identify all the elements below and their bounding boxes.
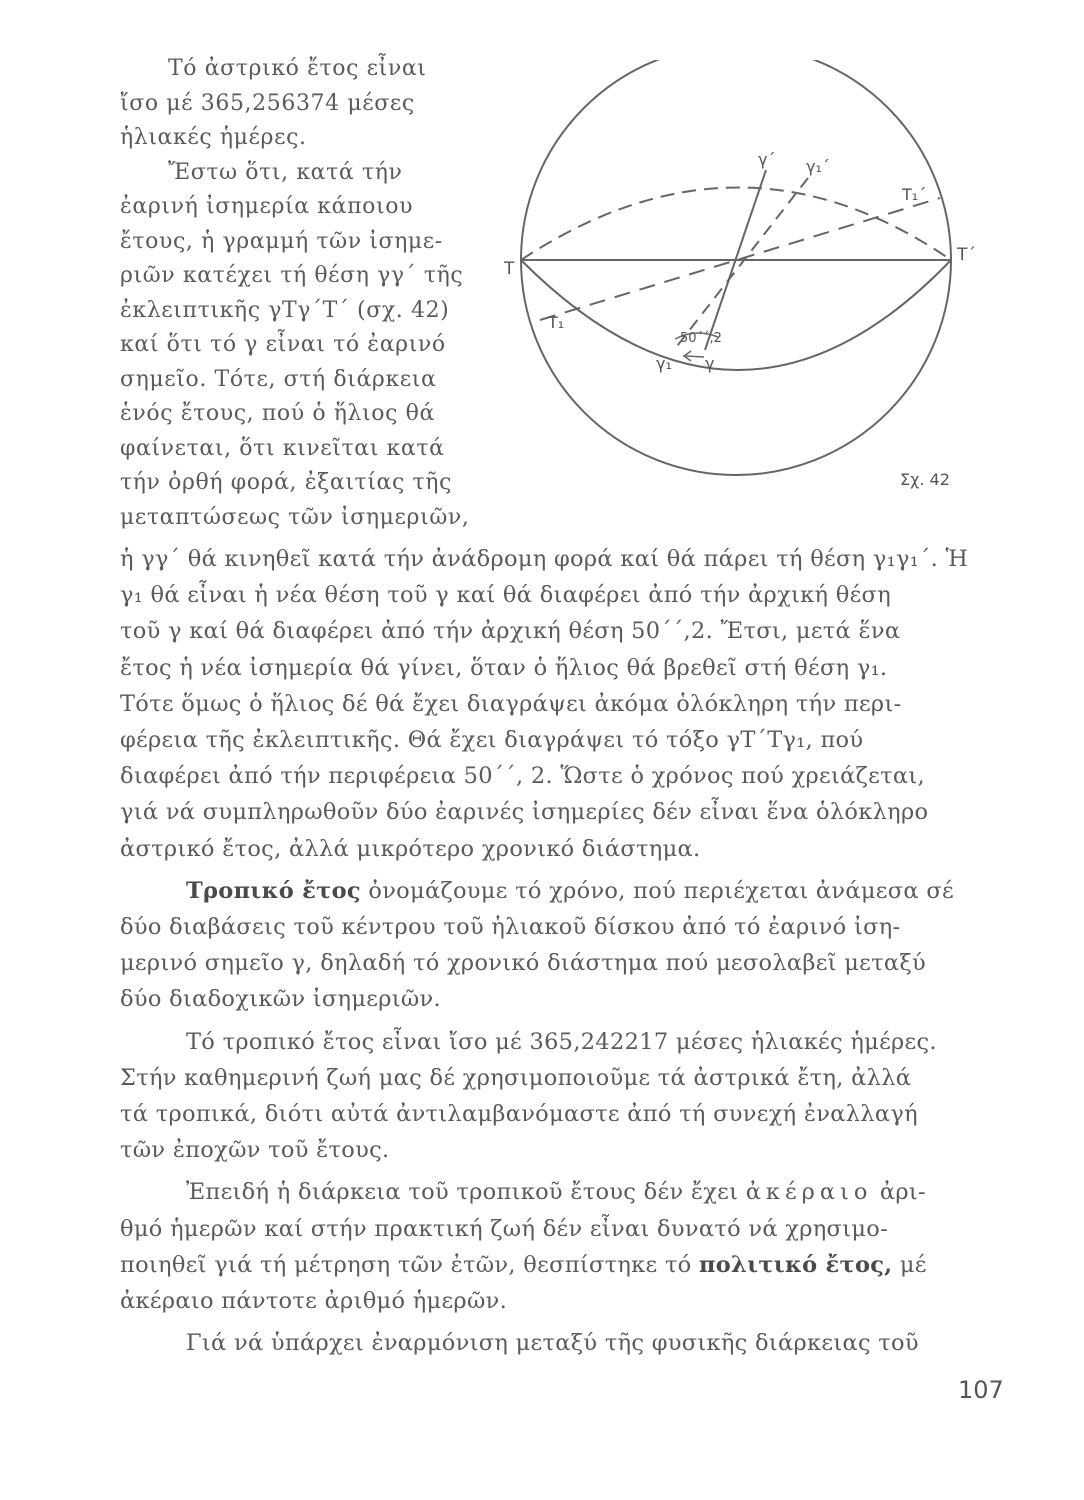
body-line: γιά νά συμπληρωθοῦν δύο ἐαρινές ἰσημερίες δέν εἶναι ἕνα ὁλόκληρο bbox=[120, 799, 929, 826]
body-line: ἔτος ἡ νέα ἰσημερία θά γίνει, ὅταν ὁ ἥλιος θά βρεθεῖ στή θέση γ₁. bbox=[120, 654, 888, 681]
label-gamma: γ bbox=[705, 354, 715, 373]
precessed-equinox-line bbox=[674, 178, 808, 350]
column-line: ἴσο μέ 365,256374 μέσες bbox=[120, 90, 415, 116]
body-line: ἡ γγ΄ θά κινηθεῖ κατά τήν ἀνάδρομη φορά καί θά πάρει τή θέση γ₁γ₁΄. Ἡ bbox=[120, 546, 969, 572]
figure-caption: Σχ. 42 bbox=[900, 470, 950, 489]
column-line: ἑνός ἔτους, πού ὁ ἥλιος θά bbox=[120, 401, 435, 426]
label-T-prime: T΄ bbox=[957, 245, 976, 265]
label-gamma-prime: γ΄ bbox=[758, 150, 776, 169]
body-line: Τό τροπικό ἔτος εἶναι ἴσο μέ 365,242217 μέσες ἡλιακές ἡμέρες. bbox=[186, 1028, 937, 1055]
label-T1: T₁ bbox=[548, 313, 565, 332]
intro-column bbox=[120, 52, 498, 535]
body-line: τοῦ γ καί θά διαφέρει ἀπό τήν ἀρχική θέση 50΄΄,2. Ἔτσι, μετά ἕνα bbox=[120, 618, 901, 645]
body-line: Τότε ὅμως ὁ ἥλιος δέ θά ἔχει διαγράψει ἀκόμα ὁλόκληρη τήν περι- bbox=[120, 690, 902, 717]
label-gamma1-prime: γ₁΄ bbox=[806, 157, 830, 176]
body-text bbox=[120, 542, 1000, 1360]
body-line: ἀκέραιο πάντοτε ἀριθμό ἡμερῶν. bbox=[120, 1288, 508, 1315]
column-line: φαίνεται, ὅτι κινεῖται κατά bbox=[120, 435, 445, 461]
column-line: σημεῖο. Τότε, στή διάρκεια bbox=[120, 366, 437, 392]
body-line: φέρεια τῆς ἐκλειπτικῆς. Θά ἔχει διαγράψει τό τόξο γΤ΄Τγ₁, πού bbox=[120, 727, 864, 754]
body-line: ἀστρικό ἔτος, ἀλλά μικρότερο χρονικό διάστημα. bbox=[120, 835, 701, 862]
body-line: δύο διαβάσεις τοῦ κέντρου τοῦ ἡλιακοῦ δίσκου ἀπό τό ἐαρινό ἰση- bbox=[120, 914, 901, 941]
column-line: ἔτους, ἡ γραμμή τῶν ἰσημε- bbox=[120, 228, 443, 254]
tropical-line-rest: ὀνομάζουμε τό χρόνο, πού περιέχεται ἀνάμεσα σέ bbox=[360, 877, 954, 904]
tropical-year-term: Τροπικό ἔτος bbox=[186, 877, 361, 904]
figure-svg bbox=[490, 60, 1010, 530]
column-line: καί ὅτι τό γ εἶναι τό ἐαρινό bbox=[120, 332, 446, 357]
body-line: τά τροπικά, διότι αὐτά ἀντιλαμβανόμαστε ἀπό τή συνεχή ἐναλλαγή bbox=[120, 1101, 918, 1128]
civil-line3-start: ποιηθεῖ γιά τή μέτρηση τῶν ἐτῶν, θεσπίστηκε τό bbox=[120, 1251, 699, 1278]
label-gamma1: γ₁ bbox=[656, 354, 672, 373]
column-line: ἡλιακές ἡμέρες. bbox=[120, 125, 307, 150]
column-line: τήν ὀρθή φορά, ἐξαιτίας τῆς bbox=[120, 470, 452, 495]
column-line: Τό ἀστρικό ἔτος εἶναι bbox=[168, 56, 427, 81]
civil-line-end: ἀρι- bbox=[872, 1179, 926, 1206]
celestial-sphere-figure bbox=[490, 60, 1010, 530]
body-line: γ₁ θά εἶναι ἡ νέα θέση τοῦ γ καί θά διαφέρει ἀπό τήν ἀρχική θέση bbox=[120, 582, 891, 609]
page-number: 107 bbox=[958, 1376, 1004, 1404]
body-line: Γιά νά ὑπάρχει ἐναρμόνιση μεταξύ τῆς φυσικῆς διάρκειας τοῦ bbox=[186, 1330, 919, 1357]
label-T: T bbox=[504, 259, 515, 279]
body-line: μερινό σημεῖο γ, δηλαδή τό χρονικό διάστημα πού μεσολαβεῖ μεταξύ bbox=[120, 950, 927, 977]
column-line: μεταπτώσεως τῶν ἰσημεριῶν, bbox=[120, 504, 470, 530]
spaced-word: ἀκέραιο bbox=[745, 1179, 873, 1206]
civil-line3-end: μέ bbox=[892, 1251, 927, 1278]
ecliptic-front-arc bbox=[521, 260, 951, 370]
ecliptic-back-arc bbox=[521, 188, 951, 261]
column-line: ριῶν κατέχει τή θέση γγ΄ τῆς bbox=[120, 263, 464, 288]
civil-year-term: πολιτικό ἔτος, bbox=[698, 1251, 893, 1278]
label-T1-prime: T₁΄ bbox=[902, 185, 927, 204]
column-line: ἐαρινή ἰσημερία κάποιου bbox=[120, 194, 414, 219]
body-line: δύο διαδοχικῶν ἰσημεριῶν. bbox=[120, 986, 441, 1013]
civil-year-paragraph bbox=[120, 1175, 1000, 1209]
body-line: Στήν καθημερινή ζωή μας δέ χρησιμοποιοῦμε τά ἀστρικά ἔτη, ἀλλά bbox=[120, 1064, 912, 1091]
civil-line-start: Ἐπειδή ἡ διάρκεια τοῦ τροπικοῦ ἔτους δέν ἔχει bbox=[186, 1179, 746, 1206]
label-angle: 50΄΄,2 bbox=[680, 331, 722, 346]
column-line: ἐκλειπτικῆς γΤγ΄Τ΄ (σχ. 42) bbox=[120, 297, 450, 323]
civil-year-line bbox=[120, 1248, 1000, 1282]
body-line: διαφέρει ἀπό τήν περιφέρεια 50΄΄, 2. Ὥστε ὁ χρόνος πού χρειάζεται, bbox=[120, 763, 925, 790]
sphere-circle bbox=[521, 60, 951, 475]
tropical-year-definition bbox=[120, 874, 1000, 908]
precession-arrow bbox=[686, 356, 704, 357]
column-line: Ἔστω ὅτι, κατά τήν bbox=[168, 159, 403, 185]
body-line: θμό ἡμερῶν καί στήν πρακτική ζωή δέν εἶναι δυνατό νά χρησιμο- bbox=[120, 1215, 889, 1242]
body-line: τῶν ἐποχῶν τοῦ ἔτους. bbox=[120, 1137, 390, 1164]
